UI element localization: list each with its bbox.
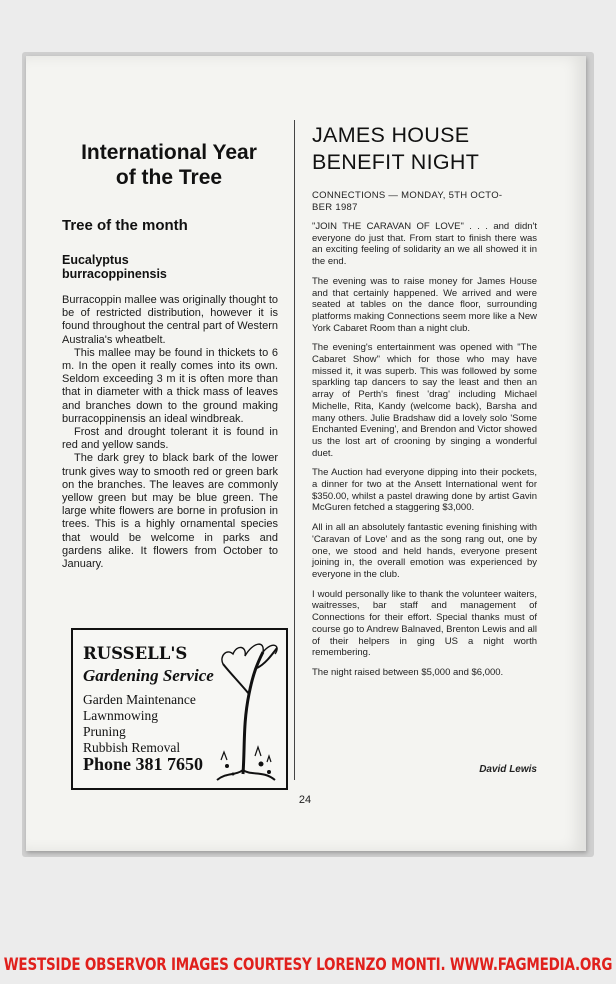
ad-service-item: Rubbish Removal bbox=[83, 740, 181, 755]
image-credit: WESTSIDE OBSERVOR IMAGES COURTESY LORENZO MONTI. WWW.FAGMEDIA.ORG bbox=[3, 955, 613, 975]
venue-date-line2: BER 1987 bbox=[312, 202, 358, 213]
tree-illustration-icon bbox=[213, 634, 283, 784]
benefit-paragraph: "JOIN THE CARAVAN OF LOVE" . . . and didn't everyone do just that. From start to finish there was an exciting feeling of solidarity an we all showed it in the end. bbox=[312, 221, 537, 268]
column-divider bbox=[294, 120, 295, 780]
benefit-paragraph: The evening was to raise money for James House and that certainly happened. We arrived and were seated at tables on the dance floor, surrounding platforms making Connections seem more like a New York Cabaret Room than a night club. bbox=[312, 275, 537, 334]
ad-service-item: Pruning bbox=[83, 724, 126, 739]
ad-services bbox=[83, 692, 196, 756]
benefit-venue-date bbox=[312, 190, 534, 214]
venue-date-line1: CONNECTIONS — MONDAY, 5TH OCTO- bbox=[312, 190, 503, 201]
benefit-paragraph: The night raised between $5,000 and $6,000. bbox=[312, 666, 504, 678]
tree-title-line1: International Year bbox=[81, 141, 257, 164]
tree-paragraph: Burracoppin mallee was originally thought to be of restricted distribution, however it is found throughout the central part of Western Australia's wheatbelt. bbox=[62, 294, 278, 346]
species-line1: Eucalyptus bbox=[62, 253, 129, 267]
tree-article-body bbox=[62, 294, 278, 571]
benefit-article-title bbox=[312, 122, 479, 176]
benefit-paragraph: All in all an absolutely fantastic evening finishing with 'Caravan of Love' and as the song rang out, one by one, we stood and held hands, everyone present joining in, the overall emotion was experienced by everyone in the club. bbox=[312, 522, 537, 580]
ad-business-name: RUSSELL'S bbox=[83, 644, 188, 663]
article-author: David Lewis bbox=[479, 764, 537, 775]
tree-article-title bbox=[62, 140, 276, 190]
tree-title-line2: of the Tree bbox=[115, 166, 223, 189]
ad-phone: Phone 381 7650 bbox=[83, 754, 204, 774]
russells-ad bbox=[71, 628, 288, 790]
benefit-title-line1: JAMES HOUSE bbox=[312, 123, 470, 147]
ad-tagline: Gardening Service bbox=[83, 666, 214, 685]
tree-paragraph: This mallee may be found in thickets to 6 m. In the open it really comes into its own. Seldom exceeding 3 m it is often more than that in diameter with a thick mass of leaves and branches down to the ground making burracoppinensis an ideal windbreak. bbox=[62, 346, 278, 425]
tree-of-month-heading: Tree of the month bbox=[62, 217, 188, 234]
benefit-title-line2: BENEFIT NIGHT bbox=[312, 150, 480, 174]
benefit-article-body bbox=[312, 221, 537, 687]
benefit-paragraph: The evening's entertainment was opened with "The Cabaret Show" which for those who may have missed it, it was superb. This was followed by some sparkling tap dancers to say the least and then an array of Perth's finest 'drag' including Michael Michelle, Rita, Kandy (welcome back), Barsha and many others. Julie Bradshaw did a lovely solo 'Some Enchanted Evening', and Brendon and Victor showed us the lost art of crooning by singing a wonderful duet. bbox=[312, 342, 537, 459]
page-number: 24 bbox=[298, 794, 312, 806]
species-name bbox=[62, 253, 276, 281]
ad-service-item: Garden Maintenance bbox=[83, 692, 196, 707]
species-line2: burracoppinensis bbox=[62, 267, 167, 281]
ad-service-item: Lawnmowing bbox=[83, 708, 158, 723]
benefit-paragraph: The Auction had everyone dipping into their pockets, a dinner for two at the Ansett International went for $350.00, whilst a pastel drawing done by artist Gavin McGuren fetched a staggering $3,000. bbox=[312, 467, 537, 514]
tree-paragraph: Frost and drought tolerant it is found in red and yellow sands. bbox=[62, 426, 278, 452]
benefit-paragraph: I would personally like to thank the volunteer waiters, waitresses, bar staff and management of Connections for their effort. Special thanks must of course go to Andrew Balnaved, Brenton Lewis and all of their helpers in ging US a night worth remembering. bbox=[312, 588, 537, 659]
tree-paragraph: The dark grey to black bark of the lower trunk gives way to smooth red or green bark on the branches. The leaves are commonly yellow green but may be blue green. The large white flowers are borne in profusion in trees. This is a highly ornamental species that would be welcome in parks and gardens alike. It flowers from October to January. bbox=[62, 452, 278, 571]
